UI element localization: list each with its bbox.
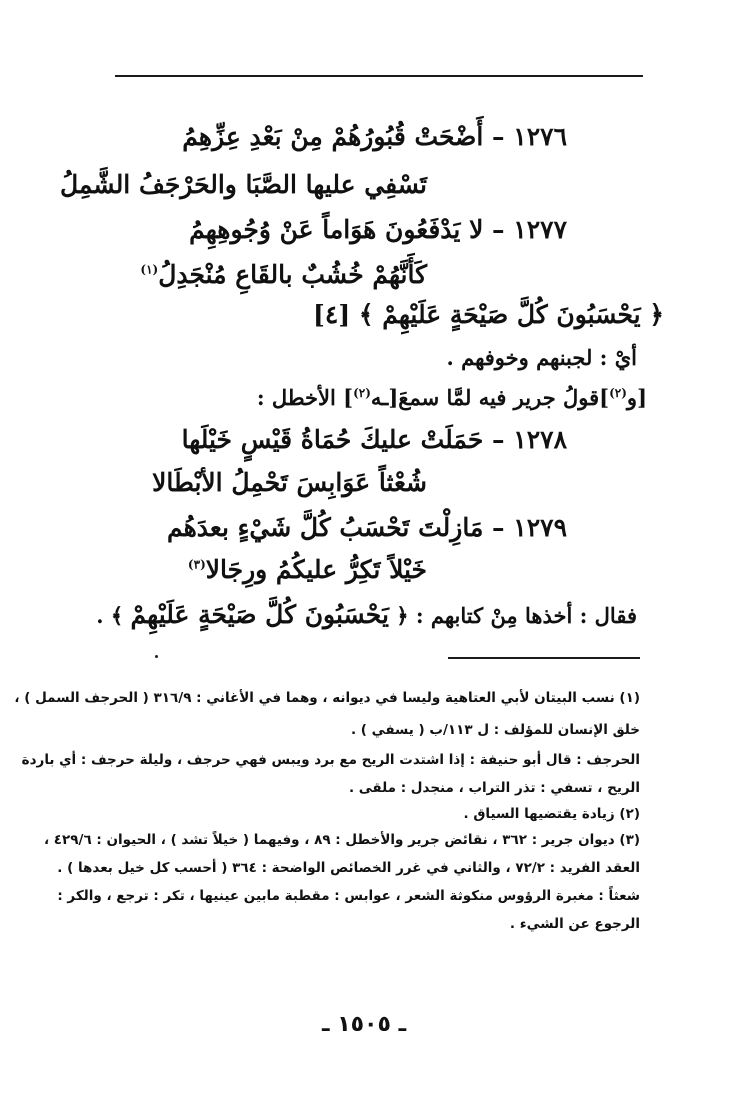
verse-1276-first: ١٢٧٦ – أَضْحَتْ قُبُورُهُمْ مِنْ بَعْدِ عِزِّهِمُ <box>182 122 567 151</box>
verse-number: ١٢٧٦ <box>513 122 567 151</box>
gloss-line: أيْ : لجبنهم وخوفهم . <box>446 345 637 370</box>
hemistich: خَيْلاً تَكِرُّ عليكُمُ ورِجَالا <box>205 555 427 584</box>
speck <box>155 655 158 658</box>
hemistich: شُعْثاً عَوَابِسَ تَحْمِلُ الأبْطَالا <box>152 468 427 497</box>
quran-close-bracket: ﴾ <box>358 300 374 329</box>
verse-1276-second <box>60 170 427 199</box>
verse-number: ١٢٧٧ <box>513 215 567 244</box>
quran-verse-line <box>313 300 664 329</box>
footnote-rule <box>448 657 640 659</box>
hemistich: كَأَنَّهُمْ خُشُبٌ بالقَاعِ مُنْجَدِلُ <box>158 260 427 289</box>
footnote-line: (٣) ديوان جرير : ٣٦٢ ، نقائض جرير والأخطل : ٨٩ ، وفيهما ( خيلاً تشد ) ، الحيوان : ٤٢٩/٦ ، <box>43 832 640 848</box>
hemistich: مَازِلْتَ تَحْسَبُ كُلَّ شَيْءٍ بعدَهُم <box>166 513 484 542</box>
verse-reference: [٤] <box>313 300 351 329</box>
conclusion-line: فقال : أخذها مِنْ كتابهم : ﴿ يَحْسَبُونَ كُلَّ صَيْحَةٍ عَلَيْهِمْ ﴾ . <box>96 600 637 629</box>
footnote-line: (٢) زيادة يقتضيها السياق . <box>463 806 640 822</box>
footnote-ref: (٢) <box>609 386 627 400</box>
footnote-ref: (١) <box>140 262 159 277</box>
footnote-line: العقد الفريد : ٧٢/٢ ، والثاني في غرر الخصائص الواضحة : ٣٦٤ ( أحسب كل خيل بعدها ) . <box>57 860 640 876</box>
hemistich: لا يَدْفَعُونَ هَوَاماً عَنْ وُجُوهِهِمُ <box>189 215 484 244</box>
footnote-line: (١) نسب البيتان لأبي العتاهية وليسا في ديوانه ، وهما في الأغاني : ٣١٦/٩ ( الحرجف السمل ) ، <box>14 690 640 706</box>
footnote-ref: (٢) <box>353 386 371 400</box>
quran-text: يَحْسَبُونَ كُلَّ صَيْحَةٍ عَلَيْهِمْ <box>130 600 389 629</box>
verse-1277-first: ١٢٧٧ – لا يَدْفَعُونَ هَوَاماً عَنْ وُجُوهِهِمُ <box>189 215 567 244</box>
verse-1279-second <box>188 555 427 584</box>
hemistich: أَضْحَتْ قُبُورُهُمْ مِنْ بَعْدِ عِزِّهِمُ <box>182 122 484 151</box>
footnote-ref: (٣) <box>187 557 206 572</box>
verse-number: ١٢٧٨ <box>513 425 567 454</box>
footnote-line: خلق الإنسان للمؤلف : ل ١١٣/ب ( يسفي ) . <box>350 722 640 738</box>
quran-open-bracket: ﴿ <box>649 300 664 329</box>
footnote-line: شعثاً : مغبرة الرؤوس منكوثة الشعر ، عوابس : مقطبة مابين عينيها ، تكر : ترجع ، والكر : <box>57 888 640 904</box>
hemistich: حَمَلَتْ عليكَ حُمَاةُ قَيْسٍ خَيْلَها <box>181 425 484 454</box>
verse-1278-first: ١٢٧٨ – حَمَلَتْ عليكَ حُمَاةُ قَيْسٍ خَيْلَها <box>181 425 567 454</box>
jarir-intro: [و$^{(٢)}$]قولُ جرير فيه لمَّا سمعَ[ـه$^{(٢)}$] الأخطل : <box>256 385 647 410</box>
verse-1279-first: ١٢٧٩ – مَازِلْتَ تَحْسَبُ كُلَّ شَيْءٍ بعدَهُم <box>166 513 567 542</box>
footnote-line: الرجوع عن الشيء . <box>509 916 640 932</box>
verse-number: ١٢٧٩ <box>513 513 567 542</box>
verse-1277-second <box>140 260 427 289</box>
footnote-line: الريح ، تسفي : تذر التراب ، منجدل : ملقى . <box>348 780 640 796</box>
verse-1278-second <box>152 468 427 497</box>
header-rule <box>115 75 643 77</box>
footnote-line: الحرجف : قال أبو حنيفة : إذا اشتدت الريح مع برد ويبس فهي حرجف ، وليلة حرجف : أي باردة <box>21 752 640 768</box>
page-number: ـ ١٥٠٥ ـ <box>322 1012 407 1037</box>
hemistich: تَسْفِي عليها الصَّبَا والحَرْجَفُ الشَّمِلُ <box>60 170 427 199</box>
quran-text: يَحْسَبُونَ كُلَّ صَيْحَةٍ عَلَيْهِمْ <box>382 300 641 329</box>
